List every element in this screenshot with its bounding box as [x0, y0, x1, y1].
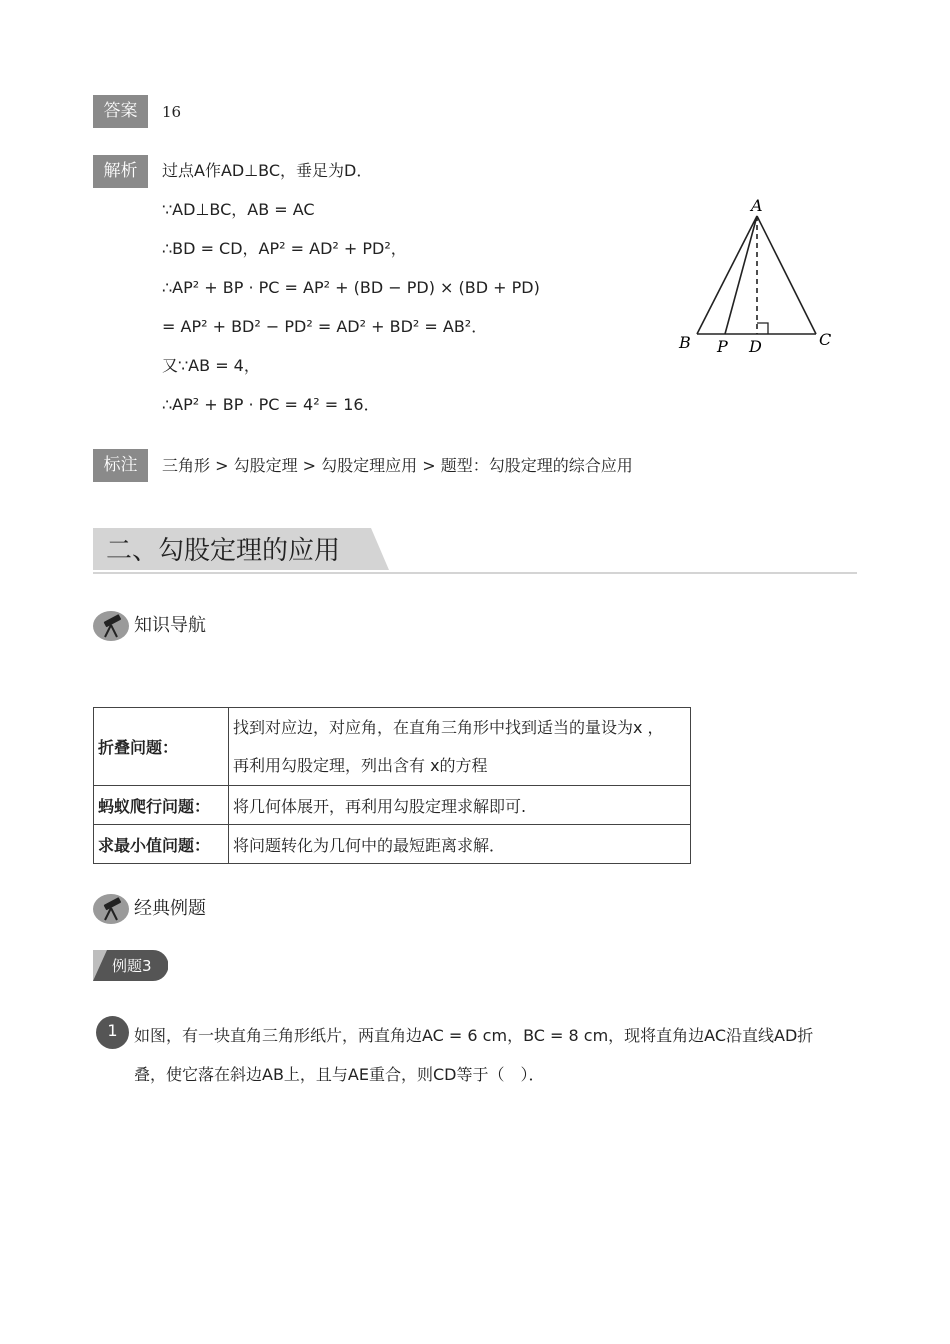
analysis-tag: 解析 [93, 155, 148, 188]
section-title: 二、勾股定理的应用 [106, 536, 341, 566]
table-head-cell: 蚂蚁爬行问题： [94, 786, 229, 825]
label-d: D [749, 337, 762, 356]
label-a: A [751, 196, 763, 215]
label-b: B [679, 333, 691, 352]
telescope-icon [93, 610, 129, 642]
knowledge-title: 知识导航 [134, 615, 206, 636]
telescope-icon [93, 893, 129, 925]
annotation-path: 三角形 > 勾股定理 > 勾股定理应用 > 题型：勾股定理的综合应用 [162, 456, 633, 475]
table-row [94, 825, 691, 864]
segment-ap [725, 216, 757, 334]
label-c: C [819, 330, 832, 349]
table-body-line: 再利用勾股定理，列出含有 x的方程 [233, 755, 488, 775]
table-body-cell: 将问题转化为几何中的最短距离求解． [229, 825, 691, 864]
table-body-cell: 将几何体展开，再利用勾股定理求解即可. [229, 786, 691, 825]
table-head-cell: 求最小值问题： [94, 825, 229, 864]
table-row [94, 786, 691, 825]
answer-value: 16 [162, 103, 182, 121]
analysis-line-1: 过点A作AD⊥BC，垂足为D． [162, 161, 373, 180]
analysis-line-6: 又∵AB = 4， [162, 356, 260, 375]
table-row [94, 708, 691, 786]
analysis-line-2: ∵AD⊥BC，AB = AC [162, 200, 315, 219]
right-angle-mark [757, 323, 768, 334]
question-line-1: 如图，有一块直角三角形纸片，两直角边AC = 6 cm，BC = 8 cm，现将直角边AC沿直线AD折 [134, 1026, 814, 1045]
annotation-tag: 标注 [93, 449, 148, 482]
question-line-2: 叠，使它落在斜边AB上，且与AE重合，则CD等于（ ）． [134, 1065, 545, 1084]
example-label: 例题3 [112, 957, 152, 975]
label-p: P [717, 337, 728, 356]
side-ab [697, 216, 757, 334]
analysis-line-7: ∴AP² + BP · PC = 4² = 16． [162, 395, 380, 414]
examples-title: 经典例题 [134, 898, 206, 919]
triangle-figure [670, 192, 840, 357]
side-ac [757, 216, 816, 334]
table-body-cell [229, 708, 691, 786]
table-head-cell: 折叠问题： [94, 708, 229, 786]
analysis-line-5: = AP² + BD² − PD² = AD² + BD² = AB²． [162, 317, 488, 336]
question-number: 1 [96, 1016, 129, 1049]
analysis-line-3: ∴BD = CD，AP² = AD² + PD²， [162, 239, 407, 258]
knowledge-table [93, 707, 691, 864]
analysis-line-4: ∴AP² + BP · PC = AP² + (BD − PD) × (BD + PD) [162, 278, 540, 297]
table-body-line: 找到对应边，对应角，在直角三角形中找到适当的量设为x ， [233, 717, 664, 737]
answer-tag: 答案 [93, 95, 148, 128]
